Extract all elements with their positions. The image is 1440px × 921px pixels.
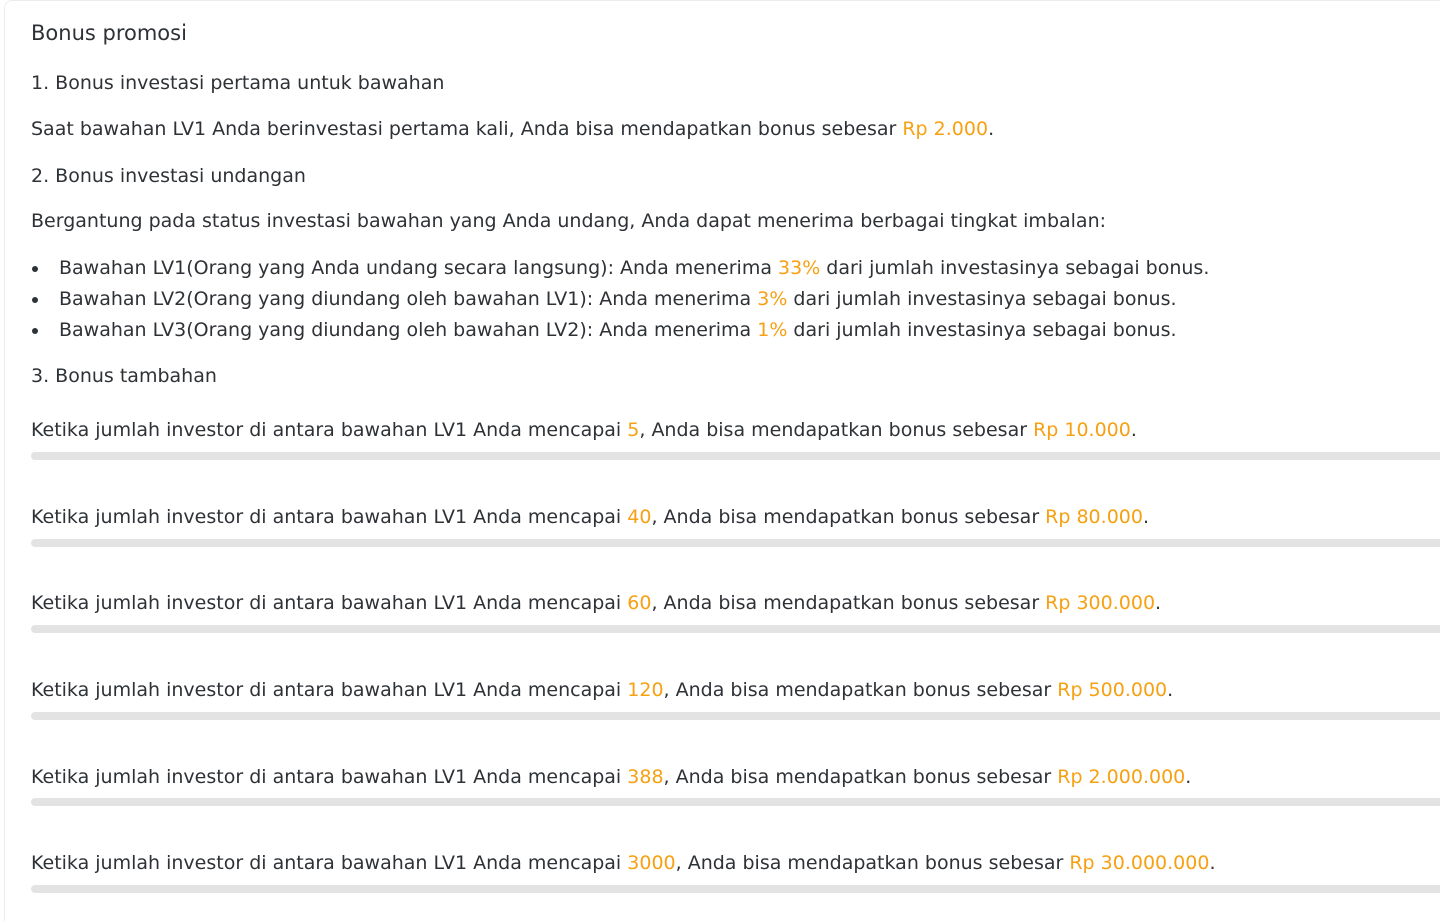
list-item <box>31 254 1209 285</box>
section2-intro: Bergantung pada status investasi bawahan yang Anda undang, Anda dapat menerima berbagai tingkat imbalan: <box>31 210 1107 232</box>
tier-text-before: Ketika jumlah investor di antara bawahan LV1 Anda mencapai <box>31 506 628 528</box>
list-item-after: dari jumlah investasinya sebagai bonus. <box>820 257 1210 279</box>
tier-progress-bar <box>31 625 1440 633</box>
tier-text-after: . <box>1209 852 1216 874</box>
tier-progress-bar <box>31 798 1440 806</box>
tier-text-middle: , Anda bisa mendapatkan bonus sebesar <box>651 506 1046 528</box>
tier-count: 40 <box>627 506 652 528</box>
tier-text-before: Ketika jumlah investor di antara bawahan LV1 Anda mencapai <box>31 419 628 441</box>
tier-text-after: . <box>1130 419 1137 441</box>
section1-heading: 1. Bonus investasi pertama untuk bawahan <box>31 72 445 94</box>
tier-text-middle: , Anda bisa mendapatkan bonus sebesar <box>675 852 1070 874</box>
list-item-percent: 3% <box>757 288 788 310</box>
tier-progress-bar <box>31 885 1440 893</box>
bonus-card <box>4 0 1440 921</box>
section2-heading: 2. Bonus investasi undangan <box>31 165 306 187</box>
tier-text-middle: , Anda bisa mendapatkan bonus sebesar <box>639 419 1034 441</box>
tier-text <box>31 506 1149 528</box>
tier-progress-bar <box>31 539 1440 547</box>
tier-progress-bar <box>31 712 1440 720</box>
section1-amount: Rp 2.000 <box>902 118 989 140</box>
tier-text-after: . <box>1167 679 1174 701</box>
tier-text-before: Ketika jumlah investor di antara bawahan LV1 Anda mencapai <box>31 592 628 614</box>
tier-amount: Rp 300.000 <box>1045 592 1156 614</box>
list-item-after: dari jumlah investasinya sebagai bonus. <box>787 319 1177 341</box>
tier-count: 3000 <box>627 852 676 874</box>
tier-text-before: Ketika jumlah investor di antara bawahan LV1 Anda mencapai <box>31 679 628 701</box>
tier-text <box>31 592 1161 614</box>
tier-amount: Rp 10.000 <box>1033 419 1131 441</box>
tier-text-middle: , Anda bisa mendapatkan bonus sebesar <box>663 679 1058 701</box>
list-item <box>31 285 1209 316</box>
list-item-before: Bawahan LV1(Orang yang Anda undang secara langsung): Anda menerima <box>59 257 779 279</box>
tier-text-middle: , Anda bisa mendapatkan bonus sebesar <box>651 592 1046 614</box>
tier-text-after: . <box>1185 766 1192 788</box>
list-item-before: Bawahan LV3(Orang yang diundang oleh bawahan LV2): Anda menerima <box>59 319 758 341</box>
list-item-after: dari jumlah investasinya sebagai bonus. <box>787 288 1177 310</box>
tier-text-before: Ketika jumlah investor di antara bawahan LV1 Anda mencapai <box>31 766 628 788</box>
tier-amount: Rp 500.000 <box>1057 679 1168 701</box>
tier-progress-bar <box>31 452 1440 460</box>
list-item-percent: 1% <box>757 319 788 341</box>
tier-text-after: . <box>1142 506 1150 528</box>
list-item <box>31 316 1209 347</box>
section1-text-after: . <box>988 118 995 140</box>
tier-text-before: Ketika jumlah investor di antara bawahan LV1 Anda mencapai <box>31 852 628 874</box>
tier-text-after: . <box>1155 592 1162 614</box>
tier-amount: Rp 80.000 <box>1045 506 1143 528</box>
tier-text <box>31 679 1173 701</box>
list-item-percent: 33% <box>778 257 821 279</box>
list-item-before: Bawahan LV2(Orang yang diundang oleh bawahan LV1): Anda menerima <box>59 288 758 310</box>
tier-count: 5 <box>627 419 640 441</box>
tier-text <box>31 419 1137 441</box>
tier-amount: Rp 2.000.000 <box>1057 766 1186 788</box>
tier-text <box>31 766 1191 788</box>
tier-text <box>31 852 1215 874</box>
section1-text-before: Saat bawahan LV1 Anda berinvestasi pertama kali, Anda bisa mendapatkan bonus sebesar <box>31 118 903 140</box>
tier-count: 388 <box>627 766 664 788</box>
section3-heading: 3. Bonus tambahan <box>31 365 217 387</box>
page-title: Bonus promosi <box>31 21 187 45</box>
tier-count: 60 <box>627 592 652 614</box>
tier-amount: Rp 30.000.000 <box>1069 852 1210 874</box>
tier-text-middle: , Anda bisa mendapatkan bonus sebesar <box>663 766 1058 788</box>
section1-text <box>31 118 994 140</box>
reward-level-list <box>31 254 1209 347</box>
tier-count: 120 <box>627 679 664 701</box>
